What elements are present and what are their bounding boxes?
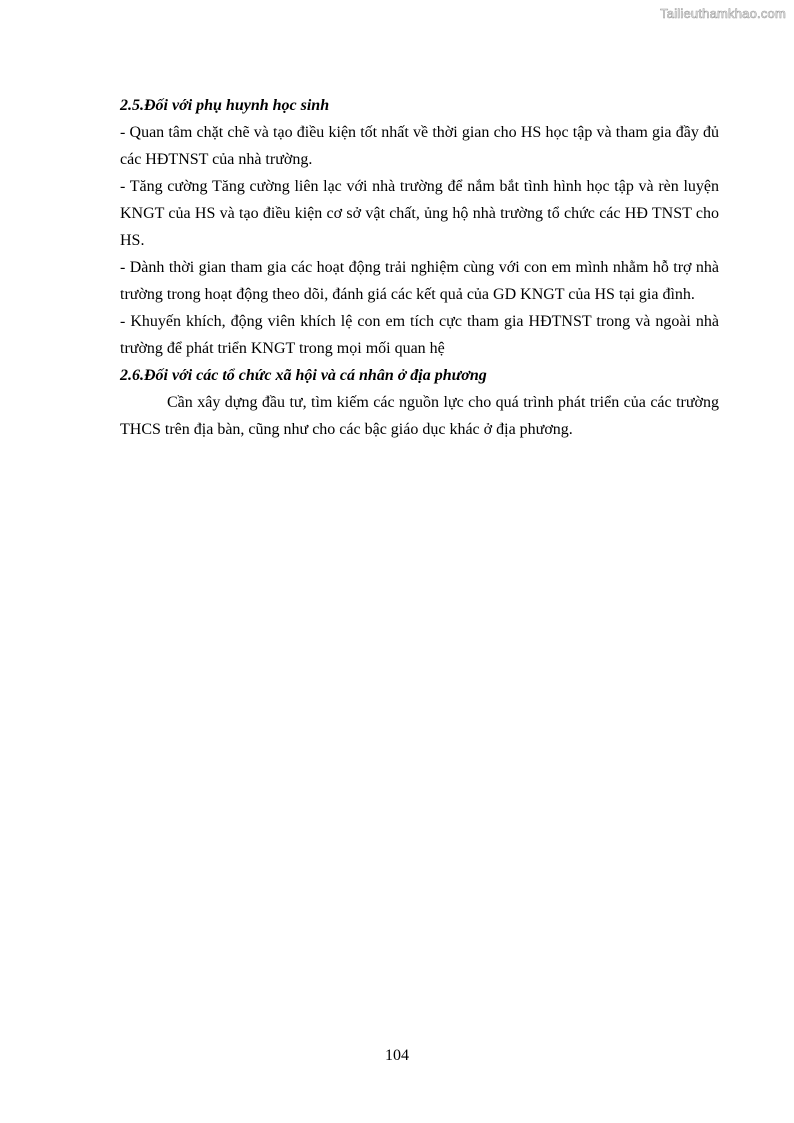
section-heading-2-5: 2.5.Đối với phụ huynh học sinh <box>120 97 330 114</box>
list-item: - Quan tâm chặt chẽ và tạo điều kiện tốt nhất về thời gian cho HS học tập và tham gia đầy đủ các HĐTNST của nhà trường. <box>120 124 719 168</box>
section-heading-2-6: 2.6.Đối với các tổ chức xã hội và cá nhân ở địa phương <box>120 367 487 384</box>
body-paragraph: Cần xây dựng đầu tư, tìm kiếm các nguồn lực cho quá trình phát triển của các trường THCS trên địa bàn, cũng như cho các bậc giáo dục khác ở địa phương. <box>120 394 719 438</box>
list-item: - Dành thời gian tham gia các hoạt động trải nghiệm cùng với con em mình nhằm hỗ trợ nhà trường trong hoạt động theo dõi, đánh giá các kết quả của GD KNGT của HS tại gia đình. <box>120 259 719 303</box>
document-body <box>120 92 719 443</box>
list-item: - Khuyến khích, động viên khích lệ con em tích cực tham gia HĐTNST trong và ngoài nhà trường để phát triển KNGT trong mọi mối quan hệ <box>120 313 719 357</box>
list-item: - Tăng cường Tăng cường liên lạc với nhà trường để nắm bắt tình hình học tập và rèn luyện KNGT của HS và tạo điều kiện cơ sở vật chất, ủng hộ nhà trường tổ chức các HĐ TNST cho HS. <box>120 178 719 249</box>
page-number: 104 <box>385 1047 409 1064</box>
watermark-text: Tailieuthamkhao.com <box>660 6 786 21</box>
